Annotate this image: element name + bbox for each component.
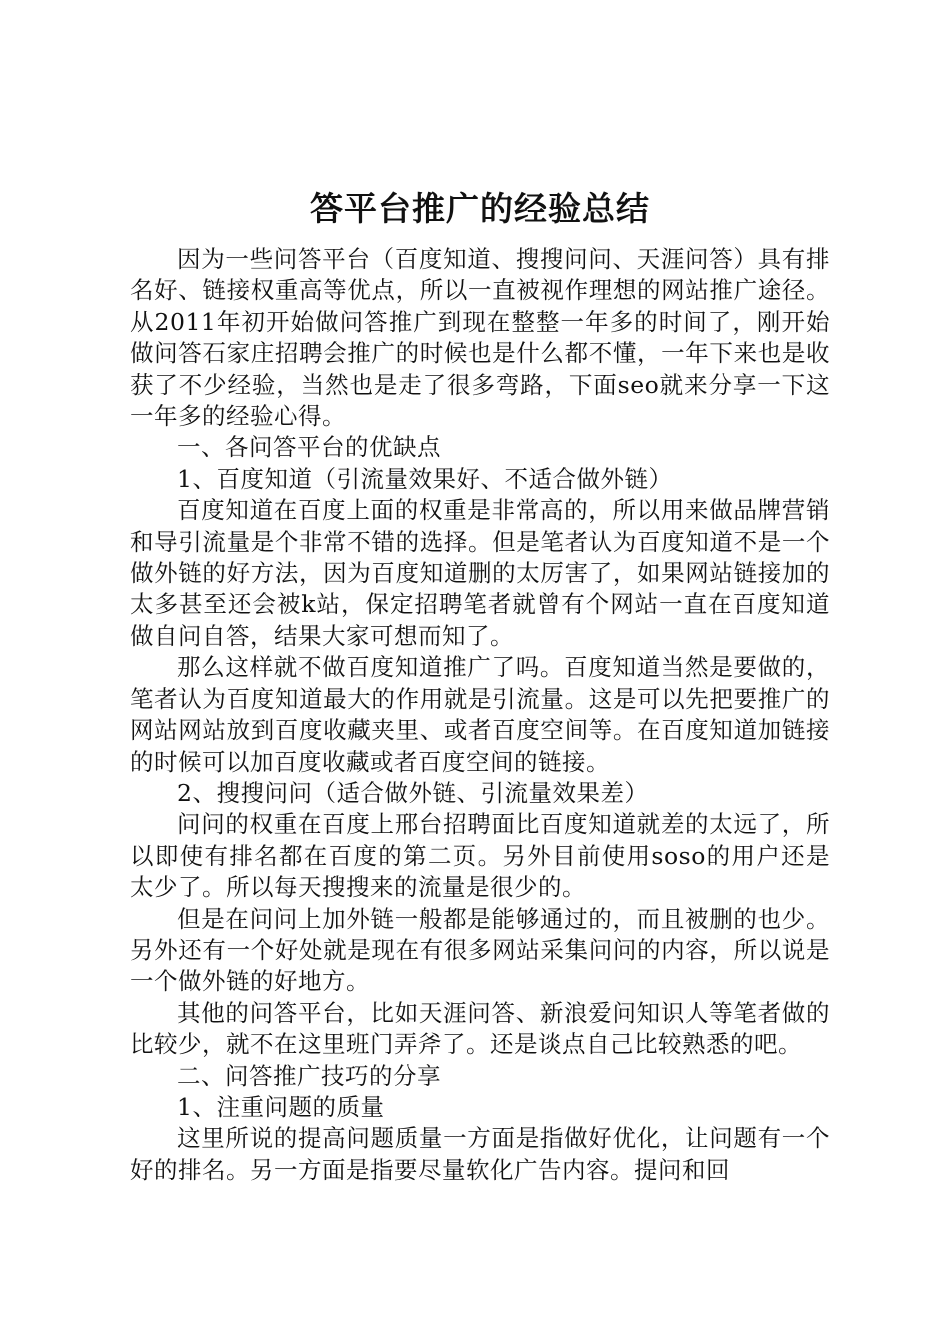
paragraph-baidu-1: 百度知道在百度上面的权重是非常高的，所以用来做品牌营销和导引流量是个非常不错的选择。但是笔者认为百度知道不是一个做外链的好方法，因为百度知道删的太厉害了，如果网站链接加的太多甚至还会被k站，保定招聘笔者就曾有个网站一直在百度知道做自问自答，结果大家可想而知了。	[130, 496, 830, 650]
paragraph-other-platforms: 其他的问答平台，比如天涯问答、新浪爱问知识人等笔者做的比较少，就不在这里班门弄斧了。还是谈点自己比较熟悉的吧。	[130, 998, 830, 1059]
paragraph-soso-2: 但是在问问上加外链一般都是能够通过的，而且被删的也少。另外还有一个好处就是现在有很多网站采集问问的内容，所以说是一个做外链的好地方。	[130, 904, 830, 996]
section-heading-1: 一、各问答平台的优缺点	[177, 433, 441, 462]
document-title: 答平台推广的经验总结	[310, 189, 650, 228]
section-heading-2: 二、问答推广技巧的分享	[177, 1061, 441, 1090]
subheading-question-quality: 1、注重问题的质量	[177, 1092, 385, 1121]
document-page	[130, 184, 830, 1186]
paragraph-baidu-2: 那么这样就不做百度知道推广了吗。百度知道当然是要做的，笔者认为百度知道最大的作用就是引流量。这是可以先把要推广的网站网站放到百度收藏夹里、或者百度空间等。在百度知道加链接的时候可以加百度收藏或者百度空间的链接。	[130, 653, 830, 776]
paragraph-question-quality: 这里所说的提高问题质量一方面是指做好优化，让问题有一个好的排名。另一方面是指要尽量软化广告内容。提问和回	[130, 1124, 830, 1184]
subheading-soso-wenwen: 2、搜搜问问（适合做外链、引流量效果差）	[177, 778, 649, 807]
paragraph-soso-1: 问问的权重在百度上邢台招聘面比百度知道就差的太远了，所以即使有排名都在百度的第二页。另外目前使用soso的用户还是太少了。所以每天搜搜来的流量是很少的。	[130, 810, 830, 902]
subheading-baidu-zhidao: 1、百度知道（引流量效果好、不适合做外链）	[177, 464, 673, 493]
paragraph-intro: 因为一些问答平台（百度知道、搜搜问问、天涯问答）具有排名好、链接权重高等优点，所以一直被视作理想的网站推广途径。从2011年初开始做问答推广到现在整整一年多的时间了，刚开始做问答石家庄招聘会推广的时候也是什么都不懂，一年下来也是收获了不少经验，当然也是走了很多弯路，下面seo就来分享一下这一年多的经验心得。	[130, 245, 830, 431]
